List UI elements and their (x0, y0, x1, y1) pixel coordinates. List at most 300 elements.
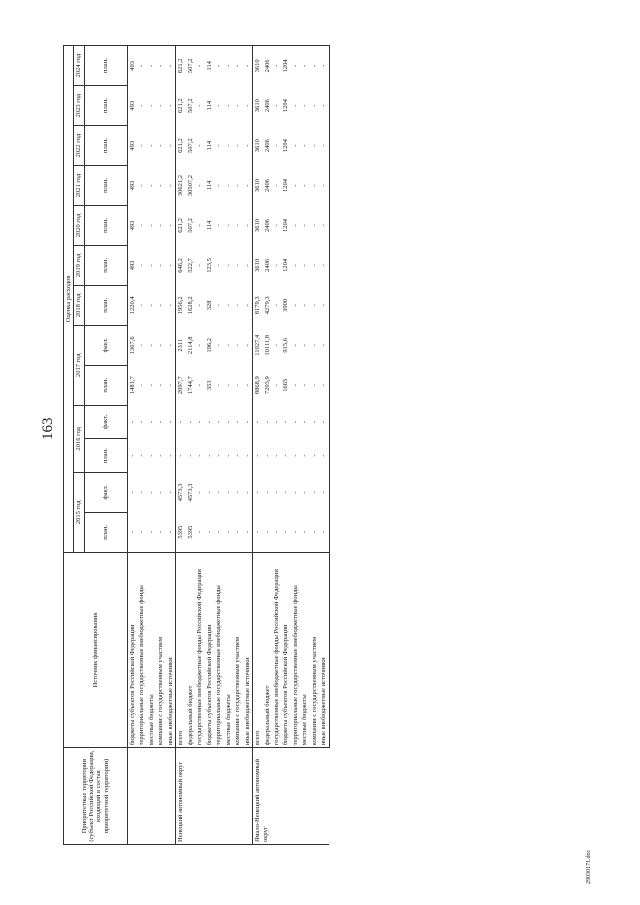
header-subcol: план. (84, 365, 127, 405)
source-cell: всего (176, 552, 186, 748)
value-cell: - (319, 86, 329, 126)
value-cell: 5395 (186, 525, 194, 539)
value-cell: - (282, 491, 290, 494)
header-subcol: факт. (84, 325, 127, 365)
value-cell: - (319, 205, 329, 245)
value-cell: - (157, 304, 165, 307)
source-cell: местные бюджеты (224, 552, 233, 748)
value-cell: - (166, 405, 176, 439)
source-cell: территориальные государственные внебюджетные фонды (291, 552, 300, 748)
header-year: 2022 год (74, 126, 84, 166)
value-cell: - (205, 420, 213, 424)
value-cell: - (196, 304, 204, 307)
value-cell: 493 (128, 260, 136, 271)
value-cell: - (196, 144, 204, 147)
value-cell: - (272, 491, 280, 494)
value-cell: - (319, 285, 329, 325)
value-cell: - (166, 86, 176, 126)
value-cell: - (243, 285, 253, 325)
value-cell: 7203,9 (263, 376, 271, 395)
header-subcol: факт. (84, 405, 127, 439)
value-cell: - (166, 166, 176, 206)
value-cell: 1956,2 (177, 296, 185, 315)
table-row (300, 46, 309, 845)
value-cell: 114 (205, 140, 213, 151)
value-cell: - (215, 304, 223, 307)
source-cell: компании с государственным участием (156, 552, 165, 748)
value-cell: 123,5 (205, 258, 213, 273)
value-cell: - (196, 531, 204, 534)
value-cell: 522,7 (186, 258, 194, 273)
table-row (291, 46, 300, 845)
value-cell: - (263, 491, 271, 494)
value-cell: 353 (205, 380, 213, 391)
value-cell: 10111,8 (263, 334, 271, 356)
value-cell: - (301, 531, 309, 534)
header-year: 2020 год (74, 205, 84, 245)
value-cell: - (196, 184, 204, 187)
value-cell: 2406 (263, 46, 272, 86)
value-cell: 4573,3 (177, 483, 185, 502)
table-row (233, 46, 242, 845)
value-cell: - (224, 491, 232, 494)
value-cell: - (310, 224, 318, 227)
value-cell: - (263, 531, 271, 534)
value-cell: - (224, 420, 232, 424)
value-cell: 4573,3 (186, 483, 194, 502)
value-cell: - (157, 144, 165, 147)
value-cell: - (138, 344, 146, 347)
value-cell: - (291, 46, 300, 86)
page-number: 163 (40, 417, 56, 440)
value-cell: - (147, 264, 155, 267)
value-cell: - (157, 104, 165, 107)
value-cell: 646,2 (177, 258, 185, 273)
value-cell: 8179,3 (254, 296, 262, 315)
value-cell: 1204 (282, 258, 290, 272)
value-cell: - (224, 264, 232, 267)
value-cell: - (166, 126, 176, 166)
value-cell: - (215, 184, 223, 187)
value-cell: - (147, 46, 156, 86)
value-cell: - (254, 491, 262, 494)
value-cell: 493 (128, 220, 136, 231)
value-cell: - (215, 491, 223, 494)
header-year: 2023 год (74, 86, 84, 126)
value-cell: - (243, 86, 253, 126)
header-year: 2016 год (74, 405, 84, 472)
source-cell: федеральный бюджет (186, 552, 195, 748)
value-cell: - (215, 344, 223, 347)
value-cell: - (291, 184, 299, 187)
value-cell: - (291, 420, 299, 424)
value-cell: - (166, 245, 176, 285)
value-cell: 2097,7 (177, 376, 185, 395)
territory-cell: Ненецкий автономный округ (176, 748, 253, 845)
value-cell: 2406 (263, 258, 271, 272)
territory-cell (127, 748, 175, 845)
value-cell: - (310, 454, 318, 457)
value-cell: - (310, 384, 318, 387)
value-cell: 3610 (253, 46, 263, 86)
source-cell: федеральный бюджет (263, 552, 272, 748)
table-row (243, 46, 253, 845)
value-cell: - (156, 46, 165, 86)
header-subcol: план. (84, 166, 127, 206)
value-cell: - (214, 46, 223, 86)
value-cell: - (243, 512, 253, 552)
value-cell: - (147, 384, 155, 387)
value-cell: - (310, 104, 318, 107)
value-cell: - (291, 491, 299, 494)
value-cell: - (166, 512, 176, 552)
value-cell: - (243, 365, 253, 405)
value-cell: - (234, 184, 242, 187)
value-cell: - (196, 420, 204, 424)
value-cell: - (157, 531, 165, 534)
table-row (272, 46, 281, 845)
value-cell: - (319, 512, 329, 552)
value-cell: 493 (128, 180, 136, 191)
value-cell: - (254, 420, 262, 424)
value-cell: 3610 (254, 258, 262, 272)
table-row (253, 46, 263, 845)
table-row (147, 46, 156, 845)
value-cell: - (319, 405, 329, 439)
value-cell: - (243, 46, 253, 86)
value-cell: 2406 (263, 99, 271, 113)
value-cell: 11027,4 (254, 334, 262, 356)
table-row (166, 46, 176, 845)
table-row (195, 46, 204, 845)
value-cell: - (166, 365, 176, 405)
value-cell: - (300, 46, 309, 86)
value-cell: 493 (128, 100, 136, 111)
value-cell: - (234, 491, 242, 494)
header-subcol: план. (84, 245, 127, 285)
value-cell: 328 (205, 300, 213, 311)
table-row (281, 46, 290, 845)
value-cell: - (319, 472, 329, 512)
value-cell: - (272, 384, 280, 387)
source-cell: территориальные государственные внебюджетные фонды (214, 552, 223, 748)
value-cell: - (234, 224, 242, 227)
table-header (64, 46, 128, 845)
value-cell: - (138, 454, 146, 457)
table-row (186, 46, 195, 845)
value-cell: - (319, 439, 329, 473)
value-cell: 621,2 (177, 138, 185, 153)
value-cell: - (243, 325, 253, 365)
value-cell: 621,2 (177, 98, 185, 113)
value-cell: - (272, 264, 280, 267)
value-cell: 114 (205, 46, 214, 86)
value-cell: - (138, 304, 146, 307)
value-cell: - (301, 184, 309, 187)
value-cell: 3610 (254, 218, 262, 232)
value-cell: - (177, 454, 185, 457)
value-cell: - (157, 420, 165, 424)
value-cell: - (138, 104, 146, 107)
value-cell: - (301, 264, 309, 267)
header-subcol: план. (84, 86, 127, 126)
rotated-table-container (63, 45, 605, 845)
value-cell: - (138, 384, 146, 387)
value-cell: - (166, 205, 176, 245)
header-subcol: факт. (84, 472, 127, 512)
value-cell: - (224, 384, 232, 387)
value-cell: 114 (205, 220, 213, 231)
source-cell: иные внебюджетные источники (243, 552, 253, 748)
value-cell: - (195, 46, 204, 86)
value-cell: - (215, 420, 223, 424)
value-cell: 621,2 (176, 46, 186, 86)
value-cell: - (291, 224, 299, 227)
source-cell: государственные внебюджетные фонды Российской Федерации (195, 552, 204, 748)
table-row (224, 46, 233, 845)
value-cell: - (272, 224, 280, 227)
value-cell: 1204 (282, 99, 290, 113)
value-cell: - (310, 46, 319, 86)
value-cell: 1204 (282, 139, 290, 153)
source-cell: иные внебюджетные источники (166, 552, 176, 748)
value-cell: - (301, 454, 309, 457)
value-cell: - (272, 344, 280, 347)
value-cell: - (137, 46, 146, 86)
value-cell: - (196, 104, 204, 107)
value-cell: 915,6 (282, 337, 290, 353)
source-cell: местные бюджеты (147, 552, 156, 748)
value-cell: - (215, 224, 223, 227)
value-cell: - (243, 405, 253, 439)
value-cell: 507,2 (186, 46, 195, 86)
value-cell: - (272, 304, 280, 307)
value-cell: - (147, 304, 155, 307)
source-cell: бюджеты субъектов Российской Федерации (127, 552, 137, 748)
table-row (137, 46, 146, 845)
value-cell: - (234, 144, 242, 147)
value-cell: - (186, 454, 194, 457)
value-cell: - (224, 454, 232, 457)
value-cell: 3610 (254, 139, 262, 153)
value-cell: - (196, 264, 204, 267)
value-cell: - (138, 491, 146, 494)
value-cell: - (310, 264, 318, 267)
value-cell: - (301, 384, 309, 387)
value-cell: - (196, 491, 204, 494)
value-cell: - (272, 184, 280, 187)
value-cell: - (138, 531, 146, 534)
value-cell: - (243, 166, 253, 206)
value-cell: - (166, 439, 176, 473)
value-cell: - (319, 325, 329, 365)
value-cell: - (234, 384, 242, 387)
value-cell: 1628,2 (186, 296, 194, 315)
financing-table (63, 45, 330, 845)
value-cell: - (233, 46, 242, 86)
value-cell: - (157, 384, 165, 387)
value-cell: 493 (127, 46, 137, 86)
value-cell: - (196, 384, 204, 387)
value-cell: - (215, 531, 223, 534)
value-cell: - (301, 420, 309, 424)
value-cell: 2406 (263, 218, 271, 232)
value-cell: - (243, 439, 253, 473)
value-cell: 2114,8 (186, 336, 194, 355)
value-cell: - (128, 491, 136, 494)
value-cell: 1481,7 (128, 376, 136, 395)
value-cell: - (128, 454, 136, 457)
value-cell: - (301, 491, 309, 494)
value-cell: - (301, 224, 309, 227)
value-cell: - (147, 491, 155, 494)
value-cell: - (157, 454, 165, 457)
value-cell: - (254, 454, 262, 457)
value-cell: - (272, 144, 280, 147)
value-cell: 1367,6 (128, 336, 136, 355)
value-cell: - (147, 531, 155, 534)
value-cell: - (319, 126, 329, 166)
value-cell: - (224, 304, 232, 307)
value-cell: - (319, 46, 329, 86)
value-cell: - (310, 420, 318, 424)
header-subcol: план. (84, 439, 127, 473)
value-cell: - (157, 224, 165, 227)
value-cell: - (177, 420, 185, 424)
source-cell: государственные внебюджетные фонды Российской Федерации (272, 552, 281, 748)
header-territory: Приоритетные территории (субъект Российской Федерации, входящий в состав приоритетной территории) (64, 748, 128, 845)
value-cell: - (215, 264, 223, 267)
value-cell: - (310, 491, 318, 494)
value-cell: - (205, 531, 213, 534)
header-subcol: план. (84, 512, 127, 552)
value-cell: 2406 (263, 179, 271, 193)
header-year: 2018 год (74, 285, 84, 325)
value-cell: - (234, 104, 242, 107)
value-cell: - (319, 166, 329, 206)
table-body (127, 46, 329, 845)
table-row (263, 46, 272, 845)
value-cell: - (282, 454, 290, 457)
value-cell: - (234, 531, 242, 534)
value-cell: - (138, 264, 146, 267)
value-cell: 3900 (282, 298, 290, 312)
value-cell: - (310, 344, 318, 347)
value-cell: - (147, 454, 155, 457)
value-cell: 3610 (254, 99, 262, 113)
value-cell: 1665 (282, 378, 290, 392)
value-cell: 5395 (177, 525, 185, 539)
source-cell: компании с государственным участием (310, 552, 319, 748)
value-cell: - (166, 472, 176, 512)
value-cell: - (166, 285, 176, 325)
value-cell: 1744,7 (186, 376, 194, 395)
value-cell: - (272, 531, 280, 534)
source-cell: компании с государственным участием (233, 552, 242, 748)
value-cell: - (291, 104, 299, 107)
value-cell: - (224, 104, 232, 107)
value-cell: - (224, 46, 233, 86)
source-cell: иные внебюджетные источники (319, 552, 329, 748)
value-cell: - (147, 420, 155, 424)
value-cell: - (291, 304, 299, 307)
table-row (214, 46, 223, 845)
value-cell: - (272, 46, 281, 86)
value-cell: - (224, 184, 232, 187)
value-cell: - (186, 420, 194, 424)
value-cell: 1220,4 (128, 296, 136, 315)
source-cell: бюджеты субъектов Российской Федерации (205, 552, 214, 748)
header-year: 2024 год (74, 46, 84, 86)
table-row (205, 46, 214, 845)
table-row (319, 46, 329, 845)
value-cell: - (272, 454, 280, 457)
value-cell: - (263, 454, 271, 457)
value-cell: - (234, 264, 242, 267)
value-cell: - (215, 144, 223, 147)
value-cell: 30621,2 (177, 174, 185, 197)
value-cell: 507,2 (186, 98, 194, 113)
value-cell: 507,2 (186, 138, 194, 153)
value-cell: - (254, 531, 262, 534)
value-cell: - (224, 224, 232, 227)
value-cell: - (147, 344, 155, 347)
value-cell: - (166, 46, 176, 86)
value-cell: 621,2 (177, 218, 185, 233)
value-cell: 1204 (282, 218, 290, 232)
value-cell: - (272, 104, 280, 107)
header-year: 2017 год (74, 325, 84, 405)
document-id: 29030171.doc (586, 849, 592, 884)
header-subcol: план. (84, 46, 127, 86)
value-cell: 3610 (254, 179, 262, 193)
value-cell: - (319, 365, 329, 405)
value-cell: - (215, 454, 223, 457)
value-cell: - (272, 420, 280, 424)
header-subcol: план. (84, 285, 127, 325)
value-cell: - (291, 264, 299, 267)
header-subcol: план. (84, 205, 127, 245)
value-cell: - (147, 184, 155, 187)
value-cell: - (310, 531, 318, 534)
value-cell: - (224, 531, 232, 534)
value-cell: - (291, 531, 299, 534)
value-cell: - (301, 104, 309, 107)
source-cell: территориальные государственные внебюджетные фонды (137, 552, 146, 748)
header-year: 2019 год (74, 245, 84, 285)
value-cell: - (291, 454, 299, 457)
value-cell: - (234, 420, 242, 424)
value-cell: - (147, 144, 155, 147)
value-cell: - (196, 454, 204, 457)
value-cell: - (205, 491, 213, 494)
source-cell: всего (253, 552, 263, 748)
value-cell: - (128, 531, 136, 534)
value-cell: 114 (205, 180, 213, 191)
header-year: 2021 год (74, 166, 84, 206)
value-cell: - (263, 420, 271, 424)
value-cell: - (234, 344, 242, 347)
value-cell: - (243, 472, 253, 512)
value-cell: - (205, 454, 213, 457)
value-cell: - (301, 304, 309, 307)
value-cell: - (138, 224, 146, 227)
value-cell: 507,2 (186, 218, 194, 233)
value-cell: - (196, 344, 204, 347)
value-cell: - (243, 205, 253, 245)
value-cell: 8868,9 (254, 376, 262, 395)
value-cell: - (157, 184, 165, 187)
